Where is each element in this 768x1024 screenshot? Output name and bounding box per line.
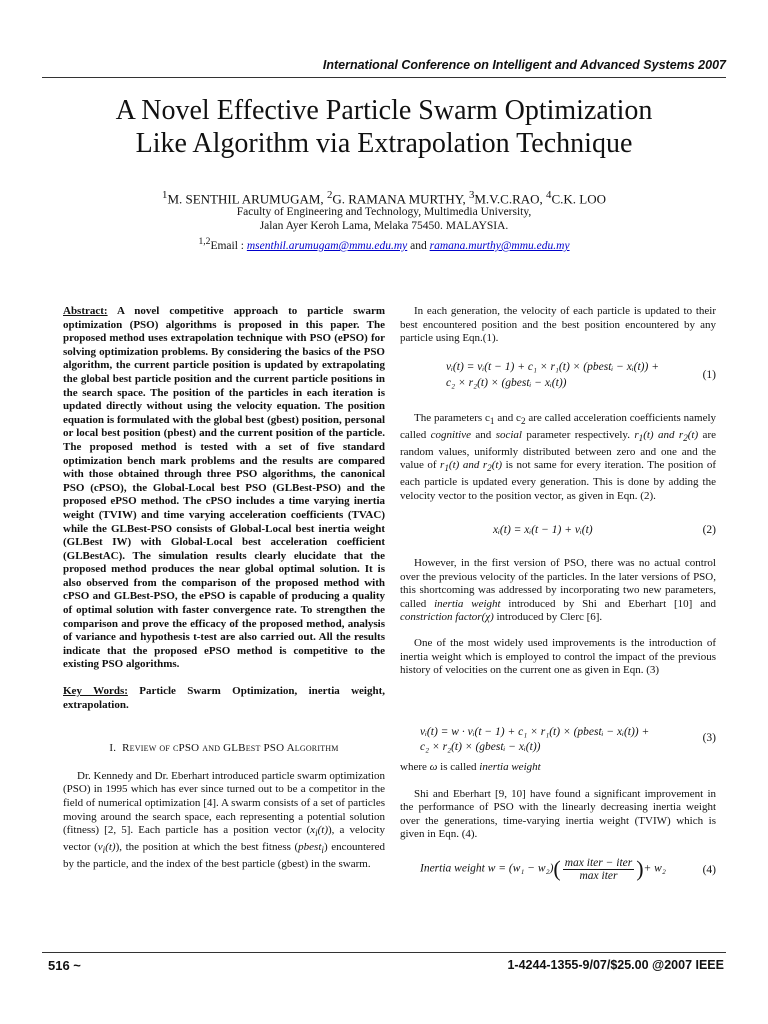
equation-4-numerator: max iter − iter bbox=[564, 856, 633, 869]
header-rule bbox=[42, 77, 726, 78]
equation-4: Inertia weight w = (w₁ − w₂)( $\frac{\text{max iter − iter}}{\text{max iter}}$ )+ w₂ bbox=[420, 856, 666, 882]
email-label: Email : bbox=[210, 239, 247, 252]
equation-3-line-2: c₂ × r₂(t) × (gbestᵢ − xᵢ(t)) bbox=[420, 741, 541, 753]
author-2-sup: 2 bbox=[326, 189, 333, 201]
equation-4-fraction bbox=[563, 857, 634, 882]
left-paragraph-1: Dr. Kennedy and Dr. Eberhart introduced particle swarm optimization (PSO) in 1995 which has ever since turned out to be a competitor in the field of numerical optimization [4]. A swarm consists of a set of particles moving around the search space, each representing a potential solution (fitness) [2, 5]. Each particle has a position vector $(x_i(t))$, a velocity vector $(v_i(t))$, the position at which the best fitness (pbest$_i$) encountered by the particle, and the index of the best particle (gbest) in the swarm. bbox=[63, 769, 385, 870]
author-1-sup: 1 bbox=[162, 189, 168, 201]
author-1: M. SENTHIL ARUMUGAM, bbox=[167, 191, 327, 207]
author-3-sup: 3 bbox=[468, 189, 475, 201]
page-number: 516 ~ bbox=[48, 958, 81, 973]
equation-3 bbox=[420, 726, 649, 753]
equation-4-lhs: Inertia weight w = (w₁ − w₂) bbox=[420, 862, 554, 875]
email-link-1[interactable]: msenthil.arumugam@mmu.edu.my bbox=[246, 239, 408, 252]
equation-4-tail: + w₂ bbox=[643, 862, 666, 875]
equation-1 bbox=[446, 361, 659, 389]
equation-3-number: (3) bbox=[702, 732, 716, 744]
right-paragraph-6: Shi and Eberhart [9, 10] have found a significant improvement in the performance of PSO with the linearly decreasing inertia weight over the generations, time-varying inertia weight (TVIW) which is given in Eqn. (4). bbox=[400, 787, 716, 841]
paper-title bbox=[40, 94, 728, 160]
equation-2: xᵢ(t) = xᵢ(t − 1) + vᵢ(t) bbox=[493, 524, 593, 536]
affiliation-line-1: Faculty of Engineering and Technology, Multimedia University, bbox=[236, 206, 532, 218]
email-link-2[interactable]: ramana.murthy@mmu.edu.my bbox=[429, 239, 570, 252]
equation-3-line-1: vᵢ(t) = w · vᵢ(t − 1) + c₁ × r₁(t) × (pbestᵢ − xᵢ(t)) + bbox=[420, 726, 650, 738]
section-heading bbox=[63, 742, 385, 756]
equation-1-number: (1) bbox=[702, 369, 716, 381]
conference-header: International Conference on Intelligent and Advanced Systems 2007 bbox=[322, 58, 726, 72]
keywords-label: Key Words: bbox=[63, 685, 128, 698]
equation-4-number: (4) bbox=[702, 864, 716, 876]
equation-4-denominator: max iter bbox=[579, 869, 618, 882]
equation-1-line-2: c₂ × r₂(t) × (gbestᵢ − xᵢ(t)) bbox=[446, 377, 567, 389]
author-3: M.V.C.RAO, bbox=[474, 191, 547, 207]
author-list bbox=[40, 189, 728, 207]
email-and: and bbox=[407, 239, 430, 252]
keywords bbox=[63, 685, 385, 712]
abstract bbox=[63, 305, 385, 871]
right-paragraph-4: One of the most widely used improvements is the introduction of inertia weight which is employed to control the impact of the previous history of velocities on the current one as given in Eqn. (3) bbox=[400, 636, 716, 677]
isbn-footer: 1-4244-1355-9/07/$25.00 @2007 IEEE bbox=[507, 958, 724, 972]
email-sup: 1,2 bbox=[198, 236, 211, 247]
equation-2-number: (2) bbox=[702, 524, 716, 536]
abstract-text: A novel competitive approach to particle swarm optimization (PSO) algorithms is proposed in this paper. The proposed method uses extrapolation technique with PSO (ePSO) for solving optimization problems. By considering the basics of the PSO algorithm, the current particle position is updated by extrapolating the global best particle position and the current particle positions in the search space. The position of the particles in each iteration is updated directly without using the velocity equation. The position equation is formulated with the global best (gbest) position, personal or local best position (pbest) and the current position of the particle. The proposed method is tested with a set of five standard optimization bench mark problems and the results are compared with those obtained through three PSO algorithms, the canonical PSO (cPSO), the Global-Local best PSO (GLBest-PSO) and the proposed ePSO method. The cPSO includes a time varying inertia weight (TVIW) and time varying acceleration coefficients (TVAC) while the GLBest-PSO consists of Global-Local best inertia weight (GLBest IW) with Global-Local best acceleration coefficient (GLBestAC). The simulation results clearly elucidate that the proposed method produces the near global optimal solution. It is also observed from the comparison of the proposed method with cPSO and GLBest-PSO, the ePSO is capable of producing a quality of optimal solution with faster convergence rate. To strengthen the comparison and prove the efficacy of the proposed method, analysis of variance and hypothesis t-test are also carried out. All the results indicate that the proposed ePSO method is competitive to the existing PSO algorithms. bbox=[63, 305, 385, 671]
footer-rule bbox=[42, 952, 726, 953]
author-2: G. RAMANA MURTHY, bbox=[332, 191, 469, 207]
affiliation-line-2: Jalan Ayer Keroh Lama, Melaka 75450. MALAYSIA. bbox=[259, 220, 509, 232]
author-4-sup: 4 bbox=[546, 189, 552, 201]
section-number: I. bbox=[109, 742, 117, 755]
right-paragraph-3: However, in the first version of PSO, there was no actual control over the previous velocity of the particles. In the later versions of PSO, this shortcoming was addressed by incorporating two new parameters, called inertia weight introduced by Shi and Eberhart [10] and constriction factor(χ) introduced by Clerc [6]. One of the most widely used improvements is the introduction of inertia weight which is employed to control the impact of the previous history of velocities on the current one as given in Eqn. (3) bbox=[400, 557, 716, 677]
author-4: C.K. LOO bbox=[551, 191, 606, 207]
equation-1-line-1: vᵢ(t) = vᵢ(t − 1) + c₁ × r₁(t) × (pbestᵢ − xᵢ(t)) + bbox=[446, 361, 659, 373]
abstract-label: Abstract: bbox=[63, 305, 108, 317]
section-title: Review of cPSO and GLBest PSO Algorithm bbox=[122, 742, 339, 755]
right-paragraph-2: The parameters $c_1$ and $c_2$ are called acceleration coefficients namely called cognitive and social parameter respectively. $r_1(t)$ and $r_2(t)$ are random values, uniformly distributed between zero and one and the value of $r_1(t)$ and $r_2(t)$ is not same for every iteration. The position of each particle is updated every generation. This is done by adding the velocity vector to the position vector, as given in Eqn. (2). bbox=[400, 412, 717, 502]
title-line-2: Like Algorithm via Extrapolation Technique bbox=[135, 128, 633, 159]
right-paragraph-5: where ω is called inertia weight Shi and Eberhart [9, 10] have found a significant improvement in the performance of PSO with the linearly decreasing inertia weight over the generations, time-varying inertia weight (TVIW) which is given in Eqn. (4). bbox=[400, 761, 716, 841]
keywords-text: Particle Swarm Optimization, inertia weight, extrapolation. bbox=[63, 685, 386, 711]
email-line bbox=[40, 235, 728, 253]
title-line-1: A Novel Effective Particle Swarm Optimization bbox=[115, 95, 653, 126]
right-paragraph-1: In each generation, the velocity of each particle is updated to their best encountered position and the best position encountered by any particle using Eqn.(1). bbox=[400, 305, 716, 345]
